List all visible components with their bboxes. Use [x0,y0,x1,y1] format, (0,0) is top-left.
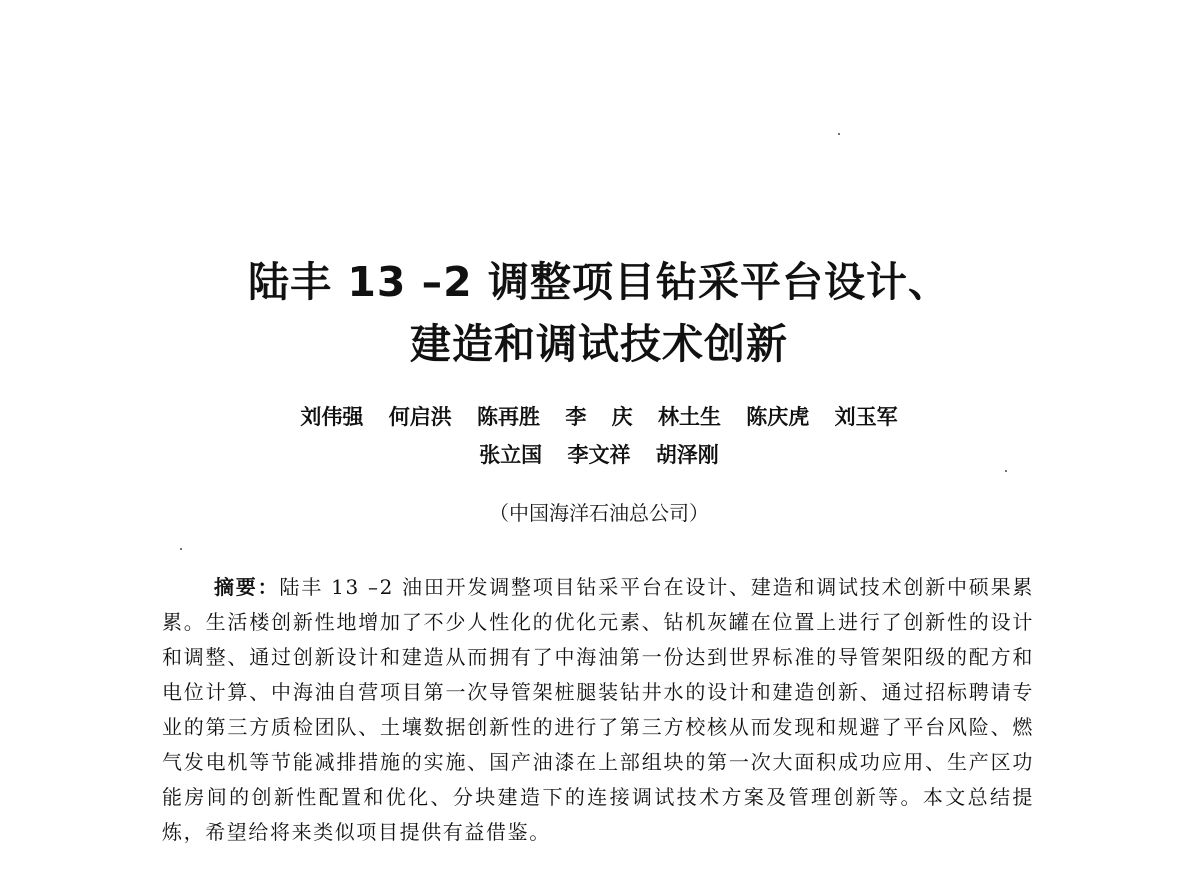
paper-title-line-2: 建造和调试技术创新 [410,320,788,368]
abstract-label: 摘要： [214,575,280,599]
paper-title-line-1: 陆丰 13 –2 调整项目钻采平台设计、 [248,258,950,306]
abstract-text: 陆丰 13 –2 油田开发调整项目钻采平台在设计、建造和调试技术创新中硕果累累。生活楼创新性地增加了不少人性化的优化元素、钻机灰罐在位置上进行了创新性的设计和调整、通过创新设计和建造从而拥有了中海油第一份达到世界标准的导管架阳级的配方和电位计算、中海油自营项目第一次导管架桩腿装钻井水的设计和建造创新、通过招标聘请专业的第三方质检团队、土壤数据创新性的进行了第三方校核从而发现和规避了平台风险、燃气发电机等节能减排措施的实施、国产油漆在上部组块的第一次大面积成功应用、生产区功能房间的创新性配置和优化、分块建造下的连接调试技术方案及管理创新等。本文总结提炼，希望给将来类似项目提供有益借鉴。 [162,575,1034,844]
scan-speck [838,133,840,135]
scan-speck [1005,470,1007,472]
scan-speck [180,548,182,550]
author-affiliation: （中国海洋石油总公司） [489,501,709,525]
abstract-paragraph [162,570,1034,850]
author-list-line-1: 刘伟强 何启洪 陈再胜 李 庆 林土生 陈庆虎 刘玉军 [300,404,898,429]
author-list-line-2: 张立国 李文祥 胡泽刚 [479,442,719,467]
